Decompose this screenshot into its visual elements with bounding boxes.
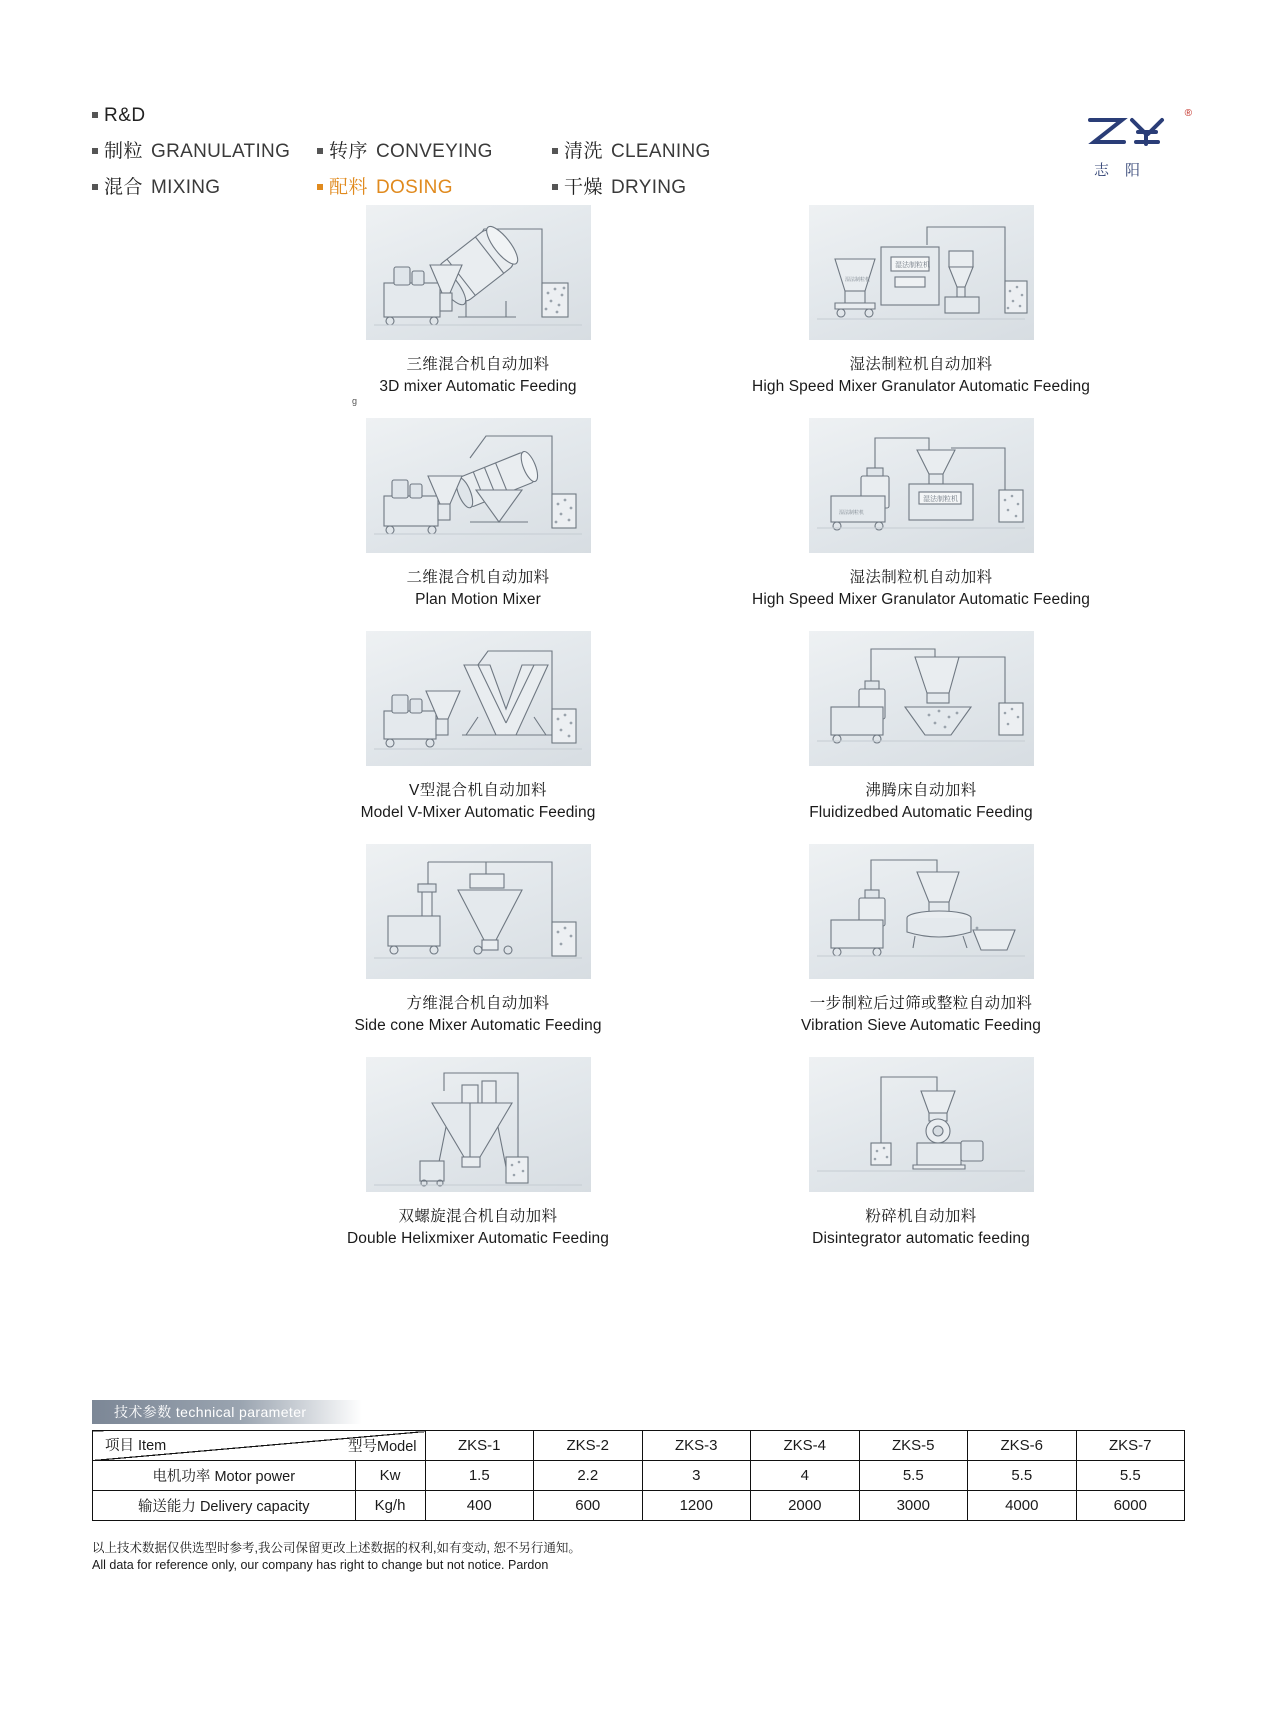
caption-en: Model V-Mixer Automatic Feeding	[360, 804, 596, 821]
nav-item-mixing-cn: 混合	[104, 177, 144, 198]
figure-3d-mixer	[366, 205, 591, 340]
product-cell-side-cone-mixer[interactable]	[243, 844, 713, 1035]
cell-motor-power-6: 5.5	[968, 1461, 1077, 1491]
nav-row-1	[92, 105, 1092, 127]
product-cell-high-speed-mixer-granulator-1[interactable]	[686, 205, 1156, 396]
product-cell-3d-mixer[interactable]	[243, 205, 713, 396]
cell-delivery-capacity-2: 600	[534, 1491, 643, 1521]
product-cell-v-mixer[interactable]	[243, 631, 713, 822]
caption-cn: 沸腾床自动加料	[865, 782, 977, 799]
table-header-row	[93, 1431, 1185, 1461]
nav-row-3	[92, 172, 1092, 199]
model-header-4: ZKS-4	[751, 1431, 860, 1461]
svg-text:湿法制粒机: 湿法制粒机	[844, 277, 870, 283]
product-cell-plan-motion-mixer[interactable]	[243, 418, 713, 609]
product-row-2	[0, 418, 1275, 609]
svg-text:湿法制粒机: 湿法制粒机	[922, 495, 958, 503]
product-row-1	[0, 205, 1275, 396]
caption-cn: V型混合机自动加料	[409, 782, 547, 799]
model-header-1: ZKS-1	[425, 1431, 534, 1461]
figure-fluidizedbed	[809, 631, 1034, 766]
cell-motor-power-1: 1.5	[425, 1461, 534, 1491]
product-grid	[0, 205, 1275, 1248]
nav-row-2	[92, 136, 1092, 163]
model-header-6: ZKS-6	[968, 1431, 1077, 1461]
caption-en: Fluidizedbed Automatic Feeding	[809, 804, 1033, 821]
nav-item-conveying-cn: 转序	[329, 141, 369, 162]
nav-item-cleaning-cn: 清洗	[564, 141, 604, 162]
nav-item-conveying[interactable]	[317, 136, 552, 163]
cell-delivery-capacity-7: 6000	[1076, 1491, 1185, 1521]
caption-en: Plan Motion Mixer	[415, 591, 541, 608]
svg-text:湿法制粒机: 湿法制粒机	[838, 510, 864, 516]
nav-item-mixing[interactable]	[92, 172, 317, 199]
table-row	[93, 1491, 1185, 1521]
row-unit-motor-power: Kw	[355, 1461, 425, 1491]
row-label-motor-power: 电机功率 Motor power	[93, 1461, 356, 1491]
company-logo	[1060, 108, 1190, 193]
figure-plan-motion-mixer	[366, 418, 591, 553]
figure-high-speed-mixer-granulator-1	[809, 205, 1034, 340]
square-bullet-icon	[552, 184, 558, 190]
caption-en: High Speed Mixer Granulator Automatic Feeding	[752, 378, 1090, 395]
row-unit-delivery-capacity: Kg/h	[355, 1491, 425, 1521]
caption-en: Vibration Sieve Automatic Feeding	[801, 1017, 1041, 1034]
caption-cn: 二维混合机自动加料	[406, 569, 550, 586]
product-cell-fluidizedbed[interactable]	[686, 631, 1156, 822]
product-cell-disintegrator[interactable]	[686, 1057, 1156, 1248]
model-header-5: ZKS-5	[859, 1431, 968, 1461]
caption-cn: 湿法制粒机自动加料	[849, 356, 993, 373]
cell-motor-power-7: 5.5	[1076, 1461, 1185, 1491]
cell-motor-power-4: 4	[751, 1461, 860, 1491]
disclaimer-line-cn: 以上技术数据仅供选型时参考,我公司保留更改上述数据的权利,如有变动, 恕不另行通知。	[92, 1541, 581, 1555]
figure-disintegrator	[809, 1057, 1034, 1192]
caption-cn: 粉碎机自动加料	[865, 1208, 977, 1225]
product-row-3	[0, 631, 1275, 822]
square-bullet-icon	[92, 112, 98, 118]
model-header-7: ZKS-7	[1076, 1431, 1185, 1461]
caption-cn: 一步制粒后过筛或整粒自动加料	[809, 995, 1033, 1012]
cell-delivery-capacity-5: 3000	[859, 1491, 968, 1521]
square-bullet-icon	[92, 184, 98, 190]
category-nav	[92, 105, 1092, 208]
cell-delivery-capacity-1: 400	[425, 1491, 534, 1521]
table-corner-cell	[93, 1431, 426, 1461]
figure-high-speed-mixer-granulator-2	[809, 418, 1034, 553]
nav-item-rd[interactable]	[92, 105, 317, 127]
svg-text:湿法制粒机: 湿法制粒机	[894, 261, 930, 269]
specification-table	[92, 1430, 1185, 1521]
nav-item-drying[interactable]	[552, 172, 792, 199]
stray-mark: g	[352, 396, 358, 406]
logo-company-name: 志阳	[1093, 161, 1156, 179]
disclaimer-note	[92, 1540, 581, 1574]
row-label-delivery-capacity: 输送能力 Delivery capacity	[93, 1491, 356, 1521]
product-cell-vibration-sieve[interactable]	[686, 844, 1156, 1035]
disclaimer-line-en: All data for reference only, our company has right to change but not notice. Pardon	[92, 1557, 549, 1572]
cell-delivery-capacity-3: 1200	[642, 1491, 751, 1521]
product-row-5	[0, 1057, 1275, 1248]
registered-trademark-icon: ®	[1184, 108, 1192, 119]
cell-delivery-capacity-4: 2000	[751, 1491, 860, 1521]
nav-item-mixing-en: MIXING	[151, 177, 221, 198]
figure-double-helixmixer	[366, 1057, 591, 1192]
nav-item-granulating[interactable]	[92, 136, 317, 163]
caption-en: Disintegrator automatic feeding	[812, 1230, 1030, 1247]
product-row-4	[0, 844, 1275, 1035]
zy-logo-icon	[1060, 108, 1190, 156]
nav-item-dosing[interactable]	[317, 172, 552, 199]
technical-parameter-title: 技术参数 technical parameter	[114, 1404, 307, 1420]
figure-side-cone-mixer	[366, 844, 591, 979]
caption-en: 3D mixer Automatic Feeding	[379, 378, 577, 395]
nav-item-cleaning[interactable]	[552, 136, 792, 163]
product-cell-high-speed-mixer-granulator-2[interactable]	[686, 418, 1156, 609]
cell-motor-power-3: 3	[642, 1461, 751, 1491]
caption-en: High Speed Mixer Granulator Automatic Feeding	[752, 591, 1090, 608]
square-bullet-icon	[552, 148, 558, 154]
table-row	[93, 1461, 1185, 1491]
nav-item-dosing-cn: 配料	[329, 177, 369, 198]
figure-v-mixer	[366, 631, 591, 766]
square-bullet-icon	[317, 148, 323, 154]
nav-item-rd-label: R&D	[104, 105, 146, 126]
corner-model-label: 型号Model	[348, 1439, 417, 1455]
caption-cn: 湿法制粒机自动加料	[849, 569, 993, 586]
nav-item-drying-en: DRYING	[611, 177, 687, 198]
nav-item-granulating-cn: 制粒	[104, 141, 144, 162]
product-cell-double-helixmixer[interactable]	[243, 1057, 713, 1248]
nav-item-drying-cn: 干燥	[564, 177, 604, 198]
caption-cn: 双螺旋混合机自动加料	[398, 1208, 558, 1225]
caption-en: Double Helixmixer Automatic Feeding	[347, 1230, 609, 1247]
figure-vibration-sieve	[809, 844, 1034, 979]
model-header-2: ZKS-2	[534, 1431, 643, 1461]
nav-item-dosing-en: DOSING	[376, 177, 453, 198]
nav-item-cleaning-en: CLEANING	[611, 141, 711, 162]
caption-cn: 三维混合机自动加料	[406, 356, 550, 373]
corner-item-label: 项目 Item	[105, 1438, 167, 1454]
caption-en: Side cone Mixer Automatic Feeding	[354, 1017, 602, 1034]
square-bullet-icon	[317, 184, 323, 190]
model-header-3: ZKS-3	[642, 1431, 751, 1461]
cell-motor-power-5: 5.5	[859, 1461, 968, 1491]
nav-item-granulating-en: GRANULATING	[151, 141, 291, 162]
square-bullet-icon	[92, 148, 98, 154]
technical-parameter-header	[92, 1400, 362, 1424]
cell-delivery-capacity-6: 4000	[968, 1491, 1077, 1521]
cell-motor-power-2: 2.2	[534, 1461, 643, 1491]
nav-item-conveying-en: CONVEYING	[376, 141, 493, 162]
caption-cn: 方维混合机自动加料	[406, 995, 550, 1012]
